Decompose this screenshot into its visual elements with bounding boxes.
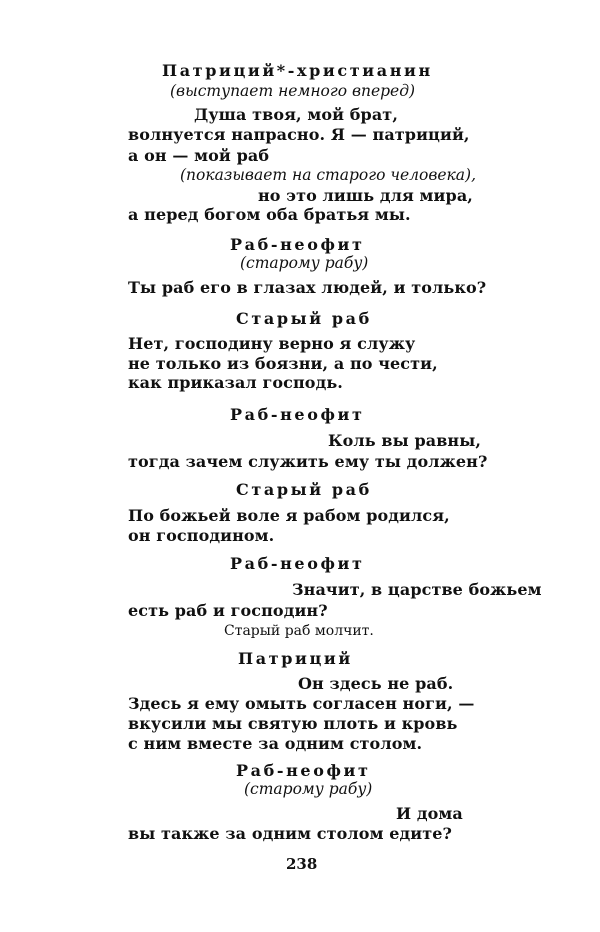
verse-line: Здесь я ему омыть согласен ноги, — [128, 694, 475, 713]
verse-line: Ты раб его в глазах людей, и только? [128, 278, 487, 297]
stage-direction: (старому рабу) [244, 780, 373, 798]
verse-line: И дома [396, 804, 463, 823]
speaker-slave-neophyte: Раб-неофит [230, 554, 365, 573]
stage-direction: (старому рабу) [240, 254, 369, 272]
verse-line: он господином. [128, 526, 275, 545]
verse-line: но это лишь для мира, [258, 186, 473, 205]
verse-line: вы также за одним столом едите? [128, 824, 453, 843]
verse-line: Значит, в царстве божьем [292, 580, 542, 599]
speaker-slave-neophyte: Раб-неофит [230, 405, 365, 424]
verse-line: Нет, господину верно я служу [128, 334, 416, 353]
verse-line: есть раб и господин? [128, 601, 328, 620]
speaker-slave-neophyte: Раб-неофит [236, 761, 371, 780]
stage-direction: (показывает на старого человека), [180, 166, 477, 184]
verse-line: как приказал господь. [128, 373, 343, 392]
page-number: 238 [286, 855, 318, 873]
verse-line: не только из боязни, а по чести, [128, 354, 438, 373]
speaker-old-slave: Старый раб [236, 309, 372, 328]
verse-line: Душа твоя, мой брат, [194, 105, 398, 124]
verse-line: По божьей воле я рабом родился, [128, 506, 450, 525]
verse-line: Он здесь не раб. [298, 674, 454, 693]
speaker-patrician-christian: Патриций*-христианин [162, 61, 433, 80]
verse-line: вкусили мы святую плоть и кровь [128, 714, 458, 733]
verse-line: Коль вы равны, [328, 431, 482, 450]
verse-line: а перед богом оба братья мы. [128, 205, 411, 224]
stage-note: Старый раб молчит. [224, 623, 374, 639]
stage-direction: (выступает немного вперед) [170, 82, 416, 100]
verse-line: с ним вместе за одним столом. [128, 734, 423, 753]
speaker-patrician: Патриций [238, 649, 353, 668]
verse-line: волнуется напрасно. Я — патриций, [128, 125, 470, 144]
verse-line: тогда зачем служить ему ты должен? [128, 452, 488, 471]
speaker-old-slave: Старый раб [236, 480, 372, 499]
speaker-slave-neophyte: Раб-неофит [230, 235, 365, 254]
verse-line: а он — мой раб [128, 146, 270, 165]
